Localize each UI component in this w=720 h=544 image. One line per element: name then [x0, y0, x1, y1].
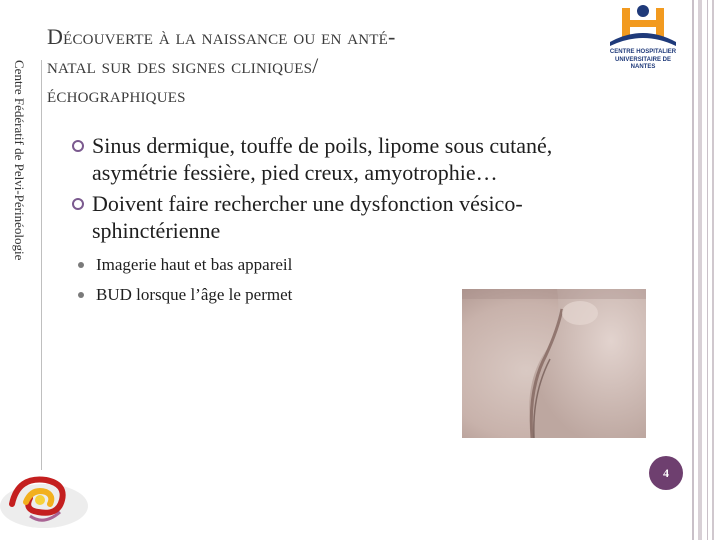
swirl-logo-icon [0, 466, 90, 540]
right-decorative-border [683, 0, 720, 540]
dot-bullet-icon [78, 292, 84, 298]
clinical-photo [462, 289, 646, 438]
logo-line-1: CENTRE HOSPITALIER [609, 49, 677, 55]
side-caption-text: Centre Fédératif de Pelvi-Périnéologie [12, 60, 27, 261]
dot-bullet-icon [78, 262, 84, 268]
title-line-2: natal sur des signes cliniques/ [47, 53, 319, 78]
title-line-1: Découverte à la naissance ou en anté- [47, 24, 396, 49]
chu-nantes-logo [604, 2, 682, 70]
ring-bullet-icon [72, 198, 84, 210]
sub-bullet-1 [74, 250, 590, 280]
title-line-3: échographiques [47, 82, 186, 107]
ring-bullet-icon [72, 140, 84, 152]
bullet-1-text: Sinus dermique, touffe de poils, lipome sous cutané, asymétrie fessière, pied creux, amyotrophie… [92, 133, 553, 185]
page-number-badge [649, 456, 683, 490]
sub-bullet-2-text: BUD lorsque l’âge le permet [96, 285, 293, 304]
bullet-2 [70, 190, 590, 244]
sub-bullet-1-text: Imagerie haut et bas appareil [96, 255, 293, 274]
bullet-1 [70, 132, 590, 186]
slide-title [47, 22, 587, 109]
left-divider [41, 60, 42, 470]
logo-line-2: UNIVERSITAIRE DE NANTES [615, 57, 671, 70]
content-list [70, 132, 590, 310]
chu-logo-icon [604, 2, 682, 48]
gluteal-cleft-photo-icon [462, 289, 646, 438]
page-number: 4 [663, 465, 669, 480]
side-caption [5, 60, 33, 470]
bullet-2-text: Doivent faire rechercher une dysfonction vésico-sphinctérienne [92, 191, 523, 243]
pelvi-perineologie-logo [0, 466, 90, 540]
